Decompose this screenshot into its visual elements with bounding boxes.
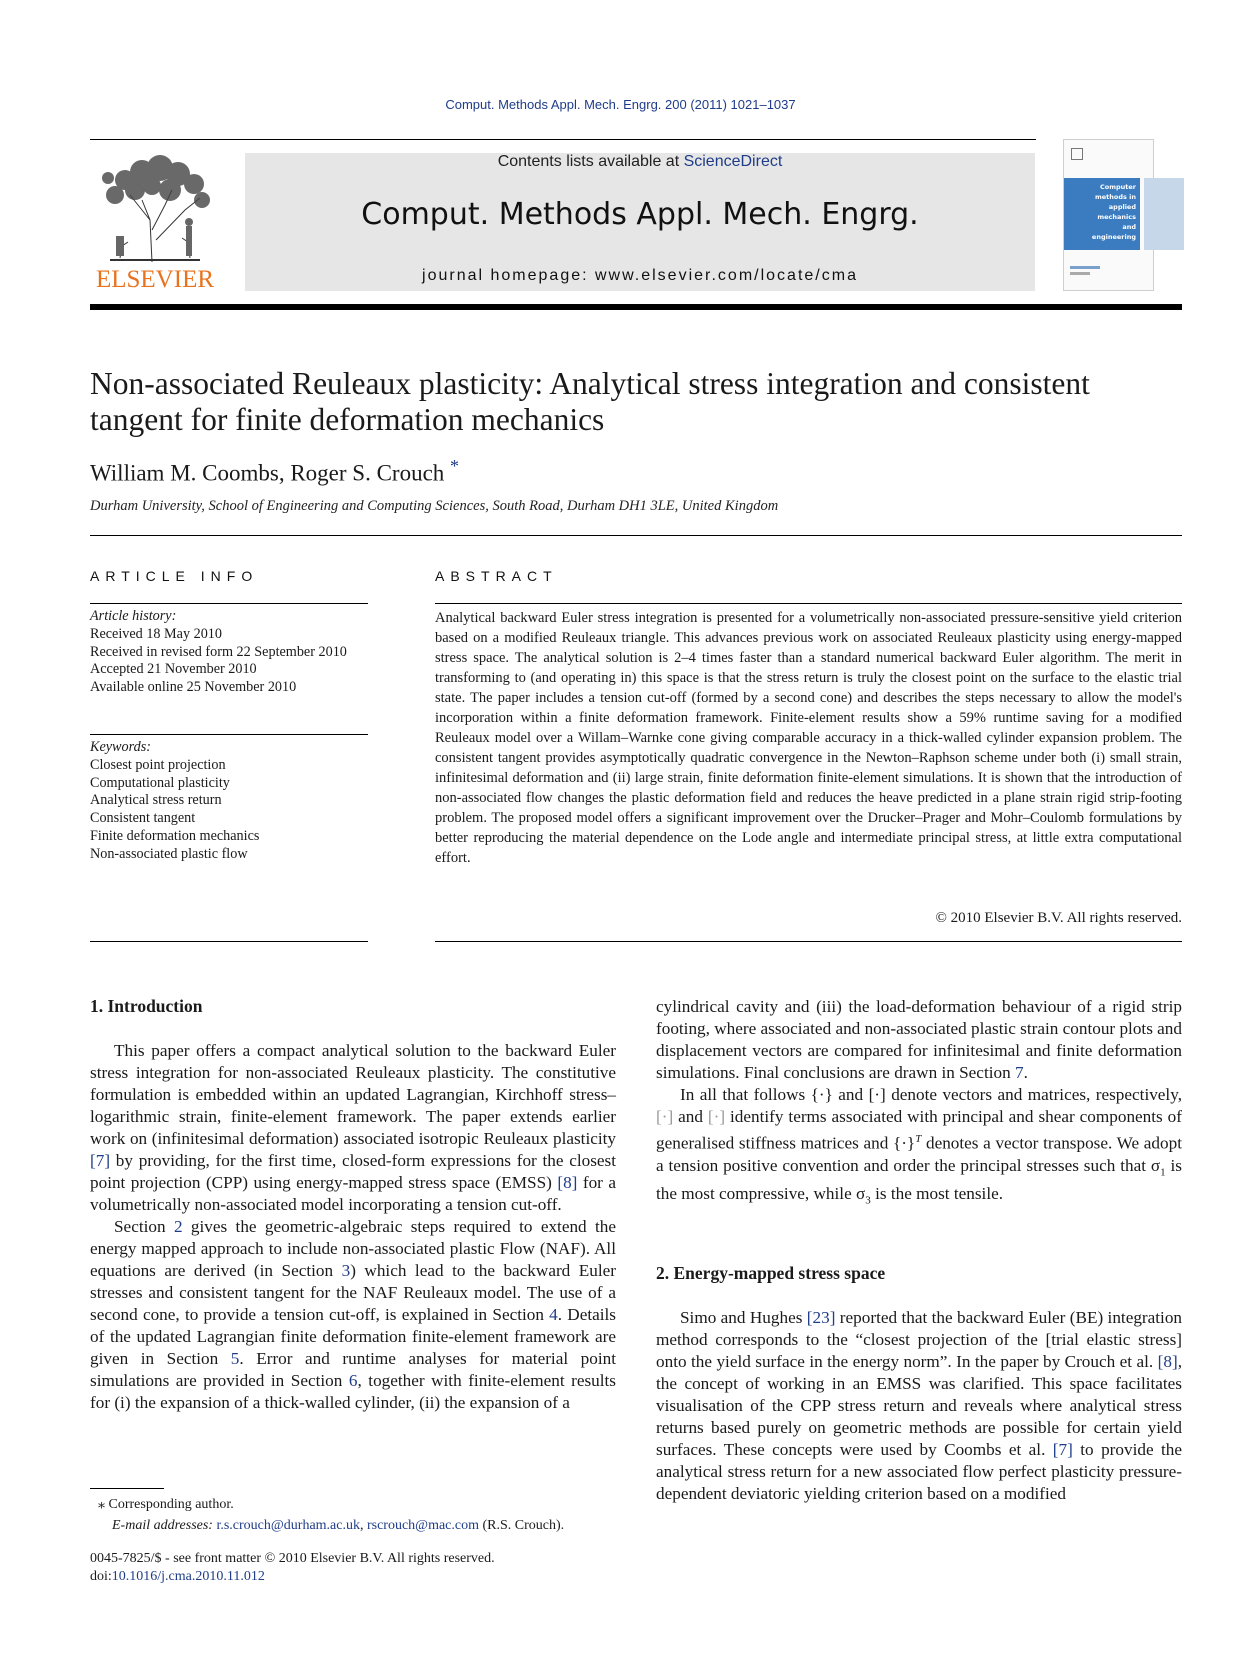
subscript: 1 <box>1160 1166 1166 1179</box>
citation-link[interactable]: [7] <box>1052 1440 1073 1459</box>
cover-title-panel <box>1064 178 1140 250</box>
keyword: Closest point projection <box>90 756 226 773</box>
paragraph <box>90 1040 616 1216</box>
text-span: Simo and Hughes <box>680 1308 807 1327</box>
article-info-heading: ARTICLE INFO <box>90 568 259 584</box>
text-span: to provide the analytical stress return for a new associated flow perfect plasticity pressure-dependent deviatoric yielding criterion based on a modified <box>656 1440 1182 1503</box>
text-span: reported that the backward Euler (BE) integration method corresponds to the “closest projection of the [trial elastic stress] onto the yield surface in the energy norm”. In the paper by Crouch et al. <box>656 1308 1183 1371</box>
cover-accent <box>1144 178 1184 250</box>
citation-link[interactable]: [7] <box>90 1151 111 1170</box>
keywords <box>90 739 350 864</box>
keyword: Analytical stress return <box>90 792 222 809</box>
corresponding-author-link[interactable]: * <box>450 456 460 476</box>
email-link[interactable]: rscrouch@mac.com <box>366 1518 479 1533</box>
history-label: Article history: <box>90 608 177 624</box>
header-thick-rule <box>90 304 1182 310</box>
body-column-right-bottom <box>656 1307 1182 1505</box>
section-link[interactable]: 6 <box>348 1371 358 1390</box>
section-heading-energy-mapped: 2. Energy-mapped stress space <box>656 1263 886 1283</box>
header-rule <box>90 139 1036 140</box>
citation-link[interactable]: [8] <box>1157 1352 1178 1371</box>
citation-link[interactable]: [23] <box>806 1308 836 1327</box>
divider <box>90 941 368 942</box>
text-span: is the most compressive, while σ <box>656 1155 1182 1204</box>
paragraph-continued <box>656 996 1182 1084</box>
article-title: Non-associated Reuleaux plasticity: Analytical stress integration and consistent tangent for finite deformation mechanics <box>90 366 1090 437</box>
front-matter-notice: 0045-7825/$ - see front matter © 2010 Elsevier B.V. All rights reserved. <box>90 1551 495 1566</box>
email-link[interactable]: r.s.crouch@durham.ac.uk <box>216 1518 360 1533</box>
contents-prefix: Contents lists available at <box>497 153 684 170</box>
section-link[interactable]: 5 <box>230 1349 240 1368</box>
cover-footer-mark <box>1070 272 1090 275</box>
symbol: [·] <box>707 1107 726 1126</box>
text-span: In all that follows {·} and [·] denote vectors and matrices, respectively, <box>680 1085 1182 1104</box>
email-line <box>98 1515 564 1536</box>
email-suffix: (R.S. Crouch). <box>479 1518 565 1533</box>
keyword: Finite deformation mechanics <box>90 827 260 844</box>
doi-prefix: doi: <box>90 1569 112 1584</box>
text-span: cylindrical cavity and (iii) the load-deformation behaviour of a rigid strip footing, where associated and non-associated plastic strain contour plots and displacement vectors are compared for infinitesimal and finite deformation simulations. Final conclusions are drawn in Section <box>656 997 1182 1082</box>
email-label: E-mail addresses: <box>112 1518 213 1533</box>
sciencedirect-link[interactable]: ScienceDirect <box>683 153 783 170</box>
keyword: Non-associated plastic flow <box>90 845 248 862</box>
journal-citation[interactable]: Comput. Methods Appl. Mech. Engrg. 200 (2011) 1021–1037 <box>445 97 796 112</box>
history-item: Accepted 21 November 2010 <box>90 661 257 678</box>
contents-line <box>245 153 1035 171</box>
text-span: . Details of the updated Lagrangian finite deformation finite-element framework are given in Section <box>90 1305 616 1368</box>
section-link[interactable]: 4 <box>549 1305 558 1324</box>
copyright-notice: © 2010 Elsevier B.V. All rights reserved. <box>935 910 1182 926</box>
author-affiliation: Durham University, School of Engineering and Computing Sciences, South Road, Durham DH1 3LE, United Kingdom <box>90 498 779 514</box>
section-link[interactable]: 3 <box>341 1261 351 1280</box>
tree-icon <box>90 150 220 268</box>
article-authors <box>90 456 459 487</box>
divider <box>90 734 368 735</box>
text-span: is the most tensile. <box>870 1184 1004 1204</box>
symbol: [·] <box>656 1107 674 1126</box>
cover-logo-icon <box>1071 148 1083 160</box>
doi-line <box>90 1568 495 1586</box>
abstract-text: Analytical backward Euler stress integration is presented for a volumetrically non-associated pressure-sensitive yield criterion based on a modified Reuleaux triangle. This advances previous work on associated Reuleaux plasticity using energy-mapped stress space. The analytical solution is 2–4 times faster than a standard numerical backward Euler algorithm. The merit in transforming to (and operating in) this space is that the stress return is truly the closest point on the surface to the elastic trial state. The paper includes a tension cut-off (formed by a second cone) and describes the steps necessary to allow the model's incorporation within a finite deformation framework. Finite-element results show a 59% runtime saving for a modified Reuleaux model over a Willam–Warnke cone giving comparable accuracy in a thick-walled cylinder expansion problem. The consistent tangent provides asymptotically quadratic convergence in the Newton–Raphson scheme under both (i) small strain, infinitesimal deformation and (ii) large strain, finite deformation finite-element simulations. It is shown that the introduction of non-associated flow changes the plastic deformation field and reduces the heave predicted in a plane strain rigid strip-footing problem. The proposed model offers a significant improvement over the Drucker–Prager and Mohr–Coulomb formulations by better reproducing the material dependence on the Lode angle and intermediate principal stress, at little extra computational effort. <box>435 610 1182 866</box>
citation-link[interactable]: [8] <box>557 1173 578 1192</box>
text-span: denotes a vector transpose. We adopt a tension positive convention and order the principal stresses such that σ <box>656 1133 1182 1175</box>
keyword: Computational plasticity <box>90 774 230 791</box>
text-span: . <box>1023 1063 1028 1082</box>
footnote <box>98 1494 564 1536</box>
paragraph <box>90 1216 616 1414</box>
journal-cover-thumbnail[interactable] <box>1063 139 1154 291</box>
elsevier-wordmark: ELSEVIER <box>95 266 215 293</box>
body-column-left <box>90 1040 616 1414</box>
overflow-text: , together with finite-element results for (i) the expansion of a thick-walled cylinder, (ii) the expansion of a <box>90 1371 616 1412</box>
history-item: Received in revised form 22 September 2010 <box>90 643 347 660</box>
divider <box>435 941 1182 942</box>
section-link[interactable]: 7 <box>1014 1063 1024 1082</box>
divider <box>90 603 368 604</box>
history-item: Received 18 May 2010 <box>90 625 222 642</box>
text-span: Section <box>114 1217 174 1236</box>
text-span: . Error and runtime analyses for material point simulations are provided in Section <box>90 1349 616 1390</box>
journal-homepage[interactable]: journal homepage: www.elsevier.com/locate/cma <box>422 267 858 284</box>
text-span: This paper offers a compact analytical solution to the backward Euler stress integration for non-associated Reuleaux plasticity. The constitutive formulation is embedded within an updated Lagrangian, Kirchhoff stress–logarithmic strain, finite-element framework. The paper extends earlier work on (infinitesimal deformation) associated isotropic Reuleaux plasticity <box>90 1041 616 1148</box>
text-span: gives the geometric-algebraic steps required to extend the energy mapped approach to include non-associated plastic Flow (NAF). All equations are derived (in Section <box>90 1217 616 1280</box>
body-column-right-top <box>656 996 1182 1212</box>
divider <box>435 603 1182 604</box>
keyword: Consistent tangent <box>90 810 196 827</box>
text-span: , the concept of working in an EMSS was clarified. This space facilitates visualisation of the CPP stress return and reveals where analytical stress returns based purely on geometric methods are possible for certain yield surfaces. These concepts were used by Coombs et al. <box>656 1352 1182 1459</box>
history-item: Available online 25 November 2010 <box>90 679 297 696</box>
article-history <box>90 608 350 697</box>
corresponding-author-note: ⁎ Corresponding author. <box>98 1497 234 1512</box>
text-span: for a volumetrically non-associated model incorporating a tension cut-off. <box>90 1173 617 1214</box>
footnote-rule <box>90 1488 164 1489</box>
journal-title: Comput. Methods Appl. Mech. Engrg. <box>361 197 919 232</box>
text-span: identify terms associated with principal and shear components of generalised stiffness matrices and {·} <box>656 1107 1182 1153</box>
text-span: ) which lead to the backward Euler stresses and consistent tangent for the NAF Reuleaux model. The use of a second cone, to provide a tension cut-off, is explained in Section <box>90 1261 616 1324</box>
author-names: William M. Coombs, Roger S. Crouch <box>90 460 445 486</box>
issn-line <box>90 1550 495 1586</box>
subscript: 3 <box>865 1194 871 1207</box>
divider <box>90 535 1182 536</box>
keywords-label: Keywords: <box>90 739 151 755</box>
paragraph <box>656 1307 1182 1505</box>
superscript: T <box>915 1133 922 1145</box>
paragraph <box>656 1084 1182 1212</box>
text-span: by providing, for the first time, closed-form expressions for the closest point projection (CPP) using energy-mapped stress space (EMSS) <box>90 1151 616 1192</box>
cover-title: Computer methods in applied mechanics and engineering <box>1091 183 1136 241</box>
section-heading-introduction: 1. Introduction <box>90 996 203 1016</box>
doi-link[interactable]: 10.1016/j.cma.2010.11.012 <box>111 1569 265 1584</box>
abstract-heading: ABSTRACT <box>435 568 558 584</box>
section-link[interactable]: 2 <box>173 1217 183 1236</box>
cover-footer-mark <box>1070 266 1100 269</box>
elsevier-logo[interactable] <box>90 150 220 293</box>
email-separator: , <box>359 1518 367 1533</box>
journal-banner <box>245 153 1035 291</box>
text-span: and <box>673 1107 708 1126</box>
